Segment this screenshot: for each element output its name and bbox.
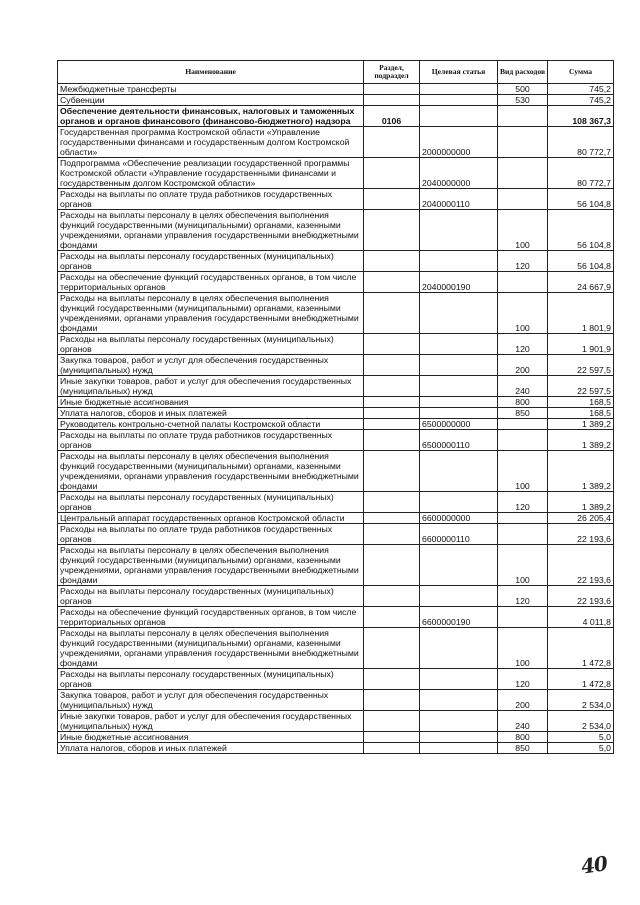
row-target-cell <box>420 106 498 127</box>
row-sum-cell: 5,0 <box>548 732 614 743</box>
row-target-cell <box>420 376 498 397</box>
table-row <box>58 743 614 754</box>
row-name-cell: Уплата налогов, сборов и иных платежей <box>58 743 364 754</box>
row-sum-cell: 24 667,9 <box>548 272 614 293</box>
row-target-cell <box>420 711 498 732</box>
row-section-cell <box>364 293 420 334</box>
table-row <box>58 251 614 272</box>
row-section-cell <box>364 376 420 397</box>
row-section-cell <box>364 84 420 95</box>
row-sum-cell: 22 193,6 <box>548 586 614 607</box>
row-expense-type-cell: 850 <box>498 743 548 754</box>
row-name-cell: Обеспечение деятельности финансовых, налоговых и таможенных органов и органов финансового (финансово-бюджетного) надзора <box>58 106 364 127</box>
row-section-cell <box>364 586 420 607</box>
row-name-cell: Подпрограмма «Обеспечение реализации государственной программы Костромской области «Управление государственными финансами и государственным долгом Костромской области» <box>58 158 364 189</box>
row-expense-type-cell: 500 <box>498 84 548 95</box>
row-sum-cell: 26 205,4 <box>548 513 614 524</box>
row-name-cell: Центральный аппарат государственных органов Костромской области <box>58 513 364 524</box>
row-expense-type-cell: 120 <box>498 251 548 272</box>
table-body <box>58 84 614 754</box>
row-expense-type-cell: 120 <box>498 334 548 355</box>
table-row <box>58 545 614 586</box>
row-target-cell <box>420 586 498 607</box>
row-target-cell <box>420 251 498 272</box>
row-name-cell: Расходы на выплаты персоналу в целях обеспечения выполнения функций государственными (муниципальными) органами, казенными учреждениями, органами управления государственными внебюджетными фондами <box>58 451 364 492</box>
row-expense-type-cell: 240 <box>498 376 548 397</box>
row-expense-type-cell: 200 <box>498 690 548 711</box>
row-section-cell <box>364 158 420 189</box>
header-target: Целевая статья <box>420 61 498 84</box>
row-section-cell: 0106 <box>364 106 420 127</box>
row-section-cell <box>364 711 420 732</box>
row-target-cell <box>420 451 498 492</box>
row-target-cell: 2000000000 <box>420 127 498 158</box>
row-name-cell: Государственная программа Костромской области «Управление государственными финансами и государственным долгом Костромской области» <box>58 127 364 158</box>
table-row <box>58 272 614 293</box>
row-name-cell: Иные закупки товаров, работ и услуг для обеспечения государственных (муниципальных) нужд <box>58 711 364 732</box>
row-name-cell: Расходы на выплаты персоналу государственных (муниципальных) органов <box>58 334 364 355</box>
row-section-cell <box>364 513 420 524</box>
row-expense-type-cell: 200 <box>498 355 548 376</box>
row-expense-type-cell: 530 <box>498 95 548 106</box>
row-sum-cell: 1 801,9 <box>548 293 614 334</box>
header-name: Наименование <box>58 61 364 84</box>
row-sum-cell: 1 389,2 <box>548 492 614 513</box>
table-row <box>58 355 614 376</box>
row-expense-type-cell <box>498 430 548 451</box>
row-section-cell <box>364 545 420 586</box>
row-target-cell <box>420 545 498 586</box>
row-sum-cell: 1 389,2 <box>548 419 614 430</box>
row-name-cell: Расходы на выплаты персоналу в целях обеспечения выполнения функций государственными (муниципальными) органами, казенными учреждениями, органами управления государственными внебюджетными фондами <box>58 210 364 251</box>
row-expense-type-cell: 800 <box>498 397 548 408</box>
row-name-cell: Расходы на обеспечение функций государственных органов, в том числе территориальных органов <box>58 607 364 628</box>
table-header-row <box>58 61 614 84</box>
row-expense-type-cell <box>498 106 548 127</box>
table-row <box>58 492 614 513</box>
row-name-cell: Расходы на обеспечение функций государственных органов, в том числе территориальных органов <box>58 272 364 293</box>
row-sum-cell: 2 534,0 <box>548 690 614 711</box>
row-section-cell <box>364 628 420 669</box>
row-section-cell <box>364 355 420 376</box>
row-sum-cell: 108 367,3 <box>548 106 614 127</box>
row-target-cell <box>420 492 498 513</box>
row-target-cell <box>420 355 498 376</box>
row-target-cell <box>420 334 498 355</box>
table-row <box>58 524 614 545</box>
row-target-cell: 2040000190 <box>420 272 498 293</box>
row-section-cell <box>364 690 420 711</box>
row-sum-cell: 56 104,8 <box>548 251 614 272</box>
row-target-cell: 6600000190 <box>420 607 498 628</box>
row-sum-cell: 22 193,6 <box>548 524 614 545</box>
row-expense-type-cell: 120 <box>498 669 548 690</box>
row-target-cell <box>420 84 498 95</box>
row-target-cell <box>420 397 498 408</box>
row-sum-cell: 22 597,5 <box>548 376 614 397</box>
row-target-cell <box>420 743 498 754</box>
row-expense-type-cell <box>498 607 548 628</box>
table-row <box>58 106 614 127</box>
row-name-cell: Расходы на выплаты по оплате труда работников государственных органов <box>58 189 364 210</box>
row-name-cell: Расходы на выплаты по оплате труда работников государственных органов <box>58 430 364 451</box>
row-name-cell: Расходы на выплаты персоналу государственных (муниципальных) органов <box>58 669 364 690</box>
table-row <box>58 690 614 711</box>
row-section-cell <box>364 251 420 272</box>
row-expense-type-cell <box>498 272 548 293</box>
row-expense-type-cell: 100 <box>498 293 548 334</box>
row-target-cell <box>420 293 498 334</box>
row-sum-cell: 56 104,8 <box>548 189 614 210</box>
row-sum-cell: 80 772,7 <box>548 127 614 158</box>
table-row <box>58 189 614 210</box>
row-section-cell <box>364 397 420 408</box>
table-row <box>58 127 614 158</box>
table-row <box>58 430 614 451</box>
row-section-cell <box>364 334 420 355</box>
row-target-cell <box>420 95 498 106</box>
row-sum-cell: 22 193,6 <box>548 545 614 586</box>
table-row <box>58 376 614 397</box>
row-expense-type-cell <box>498 127 548 158</box>
row-target-cell: 6600000000 <box>420 513 498 524</box>
row-name-cell: Уплата налогов, сборов и иных платежей <box>58 408 364 419</box>
row-section-cell <box>364 669 420 690</box>
table-row <box>58 513 614 524</box>
row-section-cell <box>364 95 420 106</box>
row-sum-cell: 1 389,2 <box>548 451 614 492</box>
row-name-cell: Расходы на выплаты персоналу государственных (муниципальных) органов <box>58 492 364 513</box>
row-sum-cell: 2 534,0 <box>548 711 614 732</box>
row-sum-cell: 1 472,8 <box>548 669 614 690</box>
table-row <box>58 334 614 355</box>
row-sum-cell: 5,0 <box>548 743 614 754</box>
row-sum-cell: 80 772,7 <box>548 158 614 189</box>
row-sum-cell: 745,2 <box>548 84 614 95</box>
row-name-cell: Иные бюджетные ассигнования <box>58 397 364 408</box>
row-name-cell: Расходы на выплаты персоналу государственных (муниципальных) органов <box>58 251 364 272</box>
table-row <box>58 408 614 419</box>
row-target-cell <box>420 408 498 419</box>
row-sum-cell: 168,5 <box>548 408 614 419</box>
row-name-cell: Закупка товаров, работ и услуг для обеспечения государственных (муниципальных) нужд <box>58 355 364 376</box>
row-sum-cell: 168,5 <box>548 397 614 408</box>
row-section-cell <box>364 127 420 158</box>
row-section-cell <box>364 189 420 210</box>
row-expense-type-cell <box>498 158 548 189</box>
row-expense-type-cell <box>498 513 548 524</box>
row-sum-cell: 745,2 <box>548 95 614 106</box>
handwritten-page-number: 40 <box>579 851 609 879</box>
table-row <box>58 586 614 607</box>
row-target-cell: 2040000000 <box>420 158 498 189</box>
row-target-cell: 6500000000 <box>420 419 498 430</box>
row-target-cell: 6600000110 <box>420 524 498 545</box>
row-expense-type-cell <box>498 419 548 430</box>
table-row <box>58 158 614 189</box>
row-expense-type-cell: 850 <box>498 408 548 419</box>
row-sum-cell: 1 901,9 <box>548 334 614 355</box>
header-section: Раздел, подраздел <box>364 61 420 84</box>
row-name-cell: Руководитель контрольно-счетной палаты Костромской области <box>58 419 364 430</box>
row-target-cell: 2040000110 <box>420 189 498 210</box>
row-section-cell <box>364 272 420 293</box>
row-target-cell <box>420 669 498 690</box>
row-name-cell: Расходы на выплаты персоналу в целях обеспечения выполнения функций государственными (муниципальными) органами, казенными учреждениями, органами управления государственными внебюджетными фондами <box>58 545 364 586</box>
row-expense-type-cell: 800 <box>498 732 548 743</box>
row-target-cell: 6500000110 <box>420 430 498 451</box>
table-row <box>58 628 614 669</box>
row-section-cell <box>364 451 420 492</box>
row-name-cell: Иные бюджетные ассигнования <box>58 732 364 743</box>
row-name-cell: Расходы на выплаты по оплате труда работников государственных органов <box>58 524 364 545</box>
row-sum-cell: 22 597,5 <box>548 355 614 376</box>
table-row <box>58 732 614 743</box>
table-row <box>58 293 614 334</box>
row-section-cell <box>364 607 420 628</box>
row-target-cell <box>420 732 498 743</box>
row-expense-type-cell: 100 <box>498 451 548 492</box>
row-expense-type-cell: 120 <box>498 586 548 607</box>
row-sum-cell: 56 104,8 <box>548 210 614 251</box>
header-sum: Сумма <box>548 61 614 84</box>
row-section-cell <box>364 210 420 251</box>
table-row <box>58 451 614 492</box>
row-sum-cell: 1 472,8 <box>548 628 614 669</box>
row-section-cell <box>364 408 420 419</box>
row-section-cell <box>364 732 420 743</box>
row-name-cell: Расходы на выплаты персоналу в целях обеспечения выполнения функций государственными (муниципальными) органами, казенными учреждениями, органами управления государственными внебюджетными фондами <box>58 293 364 334</box>
row-target-cell <box>420 210 498 251</box>
row-expense-type-cell: 120 <box>498 492 548 513</box>
row-section-cell <box>364 419 420 430</box>
table-row <box>58 397 614 408</box>
header-expense-type: Вид расходов <box>498 61 548 84</box>
row-sum-cell: 1 389,2 <box>548 430 614 451</box>
row-section-cell <box>364 430 420 451</box>
row-section-cell <box>364 492 420 513</box>
table-row <box>58 210 614 251</box>
row-expense-type-cell: 100 <box>498 210 548 251</box>
row-expense-type-cell <box>498 189 548 210</box>
table-row <box>58 419 614 430</box>
row-target-cell <box>420 628 498 669</box>
row-expense-type-cell: 100 <box>498 545 548 586</box>
row-name-cell: Закупка товаров, работ и услуг для обеспечения государственных (муниципальных) нужд <box>58 690 364 711</box>
row-expense-type-cell <box>498 524 548 545</box>
row-section-cell <box>364 743 420 754</box>
row-name-cell: Расходы на выплаты персоналу в целях обеспечения выполнения функций государственными (муниципальными) органами, казенными учреждениями, органами управления государственными внебюджетными фондами <box>58 628 364 669</box>
row-name-cell: Межбюджетные трансферты <box>58 84 364 95</box>
row-expense-type-cell: 240 <box>498 711 548 732</box>
table-row <box>58 607 614 628</box>
row-expense-type-cell: 100 <box>498 628 548 669</box>
row-name-cell: Субвенции <box>58 95 364 106</box>
table-row <box>58 95 614 106</box>
row-name-cell: Расходы на выплаты персоналу государственных (муниципальных) органов <box>58 586 364 607</box>
row-target-cell <box>420 690 498 711</box>
row-name-cell: Иные закупки товаров, работ и услуг для обеспечения государственных (муниципальных) нужд <box>58 376 364 397</box>
budget-table <box>57 60 614 754</box>
row-section-cell <box>364 524 420 545</box>
table-row <box>58 669 614 690</box>
table-row <box>58 84 614 95</box>
table-row <box>58 711 614 732</box>
row-sum-cell: 4 011,8 <box>548 607 614 628</box>
